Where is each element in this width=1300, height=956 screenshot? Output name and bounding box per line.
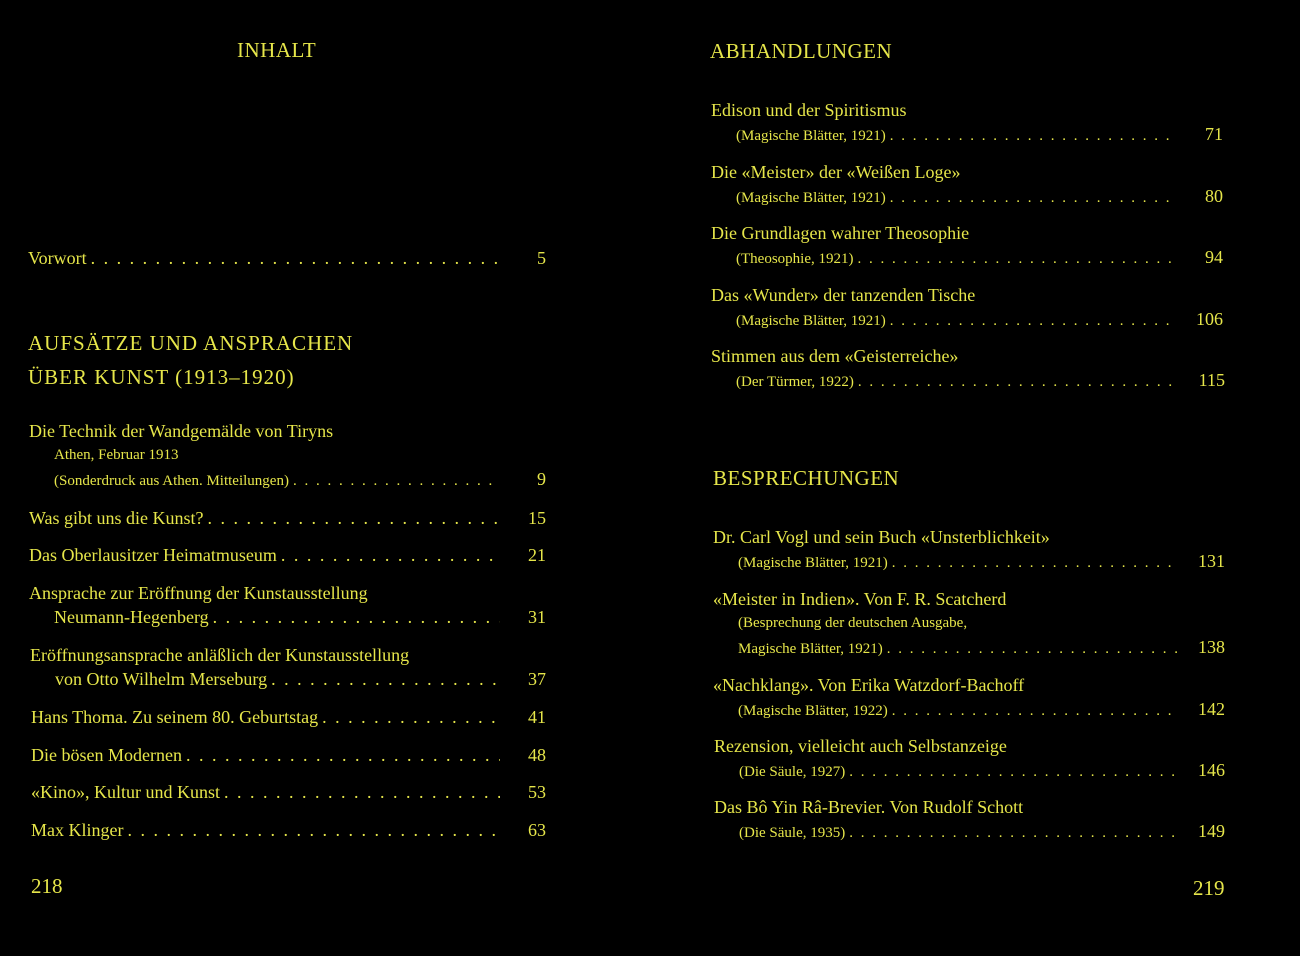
entry-title: «Kino», Kultur und Kunst bbox=[31, 782, 220, 802]
entry-page: 31 bbox=[528, 607, 546, 627]
entry-title-cont: von Otto Wilhelm Merseburg bbox=[55, 669, 268, 689]
leader-dots bbox=[892, 699, 1179, 723]
entry-page: 142 bbox=[1198, 699, 1225, 719]
entry-page: 41 bbox=[528, 707, 546, 727]
right-page bbox=[660, 0, 1300, 956]
entry-title: «Nachklang». Von Erika Watzdorf-Bachoff bbox=[713, 675, 1025, 695]
abhandlungen-heading: ABHANDLUNGEN bbox=[710, 39, 893, 63]
contents-heading: INHALT bbox=[237, 38, 317, 62]
entry-source: (Die Säule, 1935) bbox=[739, 825, 846, 841]
leader-dots bbox=[293, 469, 500, 493]
entry-source: (Magische Blätter, 1922) bbox=[738, 703, 888, 719]
left-page bbox=[0, 0, 640, 956]
entry-subtitle: Athen, Februar 1913 bbox=[54, 447, 179, 463]
toc-entry[interactable] bbox=[713, 525, 1225, 575]
leader-dots bbox=[890, 124, 1177, 148]
entry-source: Magische Blätter, 1921) bbox=[738, 641, 883, 657]
toc-entry[interactable] bbox=[711, 160, 1223, 210]
entry-page: 80 bbox=[1205, 186, 1223, 206]
toc-entry[interactable] bbox=[714, 795, 1225, 845]
entry-source: (Magische Blätter, 1921) bbox=[738, 555, 888, 571]
leader-dots bbox=[322, 705, 500, 729]
entry-page: 53 bbox=[528, 782, 546, 802]
leader-dots bbox=[213, 605, 500, 629]
toc-entry[interactable] bbox=[29, 581, 546, 629]
entry-title: Rezension, vielleicht auch Selbstanzeige bbox=[714, 736, 1007, 756]
page-number-left: 218 bbox=[31, 874, 63, 898]
entry-title: Die Grundlagen wahrer Theosophie bbox=[711, 223, 970, 243]
leader-dots bbox=[281, 543, 500, 567]
toc-entry[interactable] bbox=[711, 98, 1223, 148]
toc-entry[interactable] bbox=[29, 419, 546, 493]
entry-page: 48 bbox=[528, 745, 546, 765]
entry-title: Hans Thoma. Zu seinem 80. Geburtstag bbox=[31, 707, 319, 727]
toc-entry[interactable] bbox=[31, 818, 546, 842]
entry-page: 131 bbox=[1198, 551, 1225, 571]
toc-entry[interactable] bbox=[31, 705, 546, 729]
entry-title: Die Technik der Wandgemälde von Tiryns bbox=[29, 421, 334, 441]
toc-entry[interactable] bbox=[714, 734, 1225, 784]
leader-dots bbox=[208, 506, 500, 530]
page-number-right: 219 bbox=[1193, 876, 1225, 900]
toc-entry-vorwort[interactable] bbox=[28, 246, 546, 270]
entry-page: 71 bbox=[1205, 124, 1223, 144]
toc-entry[interactable] bbox=[711, 344, 1225, 394]
leader-dots bbox=[890, 309, 1177, 333]
toc-entry[interactable] bbox=[713, 587, 1225, 661]
entry-title: Was gibt uns die Kunst? bbox=[29, 508, 204, 528]
leader-dots bbox=[887, 637, 1179, 661]
entry-source: (Der Türmer, 1922) bbox=[736, 374, 854, 390]
leader-dots bbox=[186, 743, 500, 767]
toc-entry[interactable] bbox=[31, 743, 546, 767]
entry-title: Vorwort bbox=[28, 248, 87, 268]
leader-dots bbox=[224, 780, 500, 804]
entry-page: 146 bbox=[1198, 760, 1225, 780]
leader-dots bbox=[127, 818, 500, 842]
entry-page: 5 bbox=[537, 248, 546, 268]
entry-title: Edison und der Spiritismus bbox=[711, 100, 907, 120]
entry-title: Eröffnungsansprache anläßlich der Kunstausstellung bbox=[30, 645, 410, 665]
entry-title: «Meister in Indien». Von F. R. Scatcherd bbox=[713, 589, 1007, 609]
leader-dots bbox=[858, 370, 1179, 394]
besprechungen-heading: BESPRECHUNGEN bbox=[713, 466, 900, 490]
toc-entry[interactable] bbox=[31, 780, 546, 804]
toc-entry[interactable] bbox=[29, 543, 546, 567]
entry-title: Max Klinger bbox=[31, 820, 124, 840]
toc-entry[interactable] bbox=[30, 643, 546, 691]
section-title-line1: AUFSÄTZE UND ANSPRACHEN bbox=[28, 331, 354, 355]
entry-page: 15 bbox=[528, 508, 546, 528]
leader-dots bbox=[857, 247, 1177, 271]
section-title-aufsaetze bbox=[28, 326, 353, 394]
entry-title-cont: Neumann-Hegenberg bbox=[54, 607, 209, 627]
leader-dots bbox=[849, 821, 1179, 845]
entry-page: 149 bbox=[1198, 821, 1225, 841]
leader-dots bbox=[892, 551, 1179, 575]
entry-page: 115 bbox=[1198, 370, 1225, 390]
entry-page: 138 bbox=[1198, 637, 1225, 657]
entry-source: (Theosophie, 1921) bbox=[736, 251, 854, 267]
entry-title: Stimmen aus dem «Geisterreiche» bbox=[711, 346, 959, 366]
entry-source: (Die Säule, 1927) bbox=[739, 764, 846, 780]
entry-title: Die bösen Modernen bbox=[31, 745, 182, 765]
leader-dots bbox=[91, 246, 500, 270]
entry-title: Ansprache zur Eröffnung der Kunstausstellung bbox=[29, 583, 368, 603]
entry-source: (Magische Blätter, 1921) bbox=[736, 190, 886, 206]
leader-dots bbox=[849, 760, 1179, 784]
entry-page: 9 bbox=[537, 469, 546, 489]
entry-source: (Magische Blätter, 1921) bbox=[736, 313, 886, 329]
toc-entry[interactable] bbox=[713, 673, 1225, 723]
entry-title: Das «Wunder» der tanzenden Tische bbox=[711, 285, 976, 305]
leader-dots bbox=[271, 667, 500, 691]
entry-source: (Sonderdruck aus Athen. Mitteilungen) bbox=[54, 473, 289, 489]
entry-page: 63 bbox=[528, 820, 546, 840]
entry-title: Dr. Carl Vogl und sein Buch «Unsterblichkeit» bbox=[713, 527, 1050, 547]
entry-title: Das Bô Yin Râ-Brevier. Von Rudolf Schott bbox=[714, 797, 1024, 817]
entry-page: 106 bbox=[1196, 309, 1223, 329]
entry-title: Die «Meister» der «Weißen Loge» bbox=[711, 162, 961, 182]
toc-entry[interactable] bbox=[29, 506, 546, 530]
toc-entry[interactable] bbox=[711, 221, 1223, 271]
entry-page: 21 bbox=[528, 545, 546, 565]
toc-entry[interactable] bbox=[711, 283, 1223, 333]
entry-page: 37 bbox=[528, 669, 546, 689]
leader-dots bbox=[890, 186, 1177, 210]
entry-source: (Besprechung der deutschen Ausgabe, bbox=[738, 615, 968, 631]
entry-source: (Magische Blätter, 1921) bbox=[736, 128, 886, 144]
entry-title: Das Oberlausitzer Heimatmuseum bbox=[29, 545, 277, 565]
entry-page: 94 bbox=[1205, 247, 1223, 267]
section-title-line2: ÜBER KUNST (1913–1920) bbox=[28, 365, 295, 389]
